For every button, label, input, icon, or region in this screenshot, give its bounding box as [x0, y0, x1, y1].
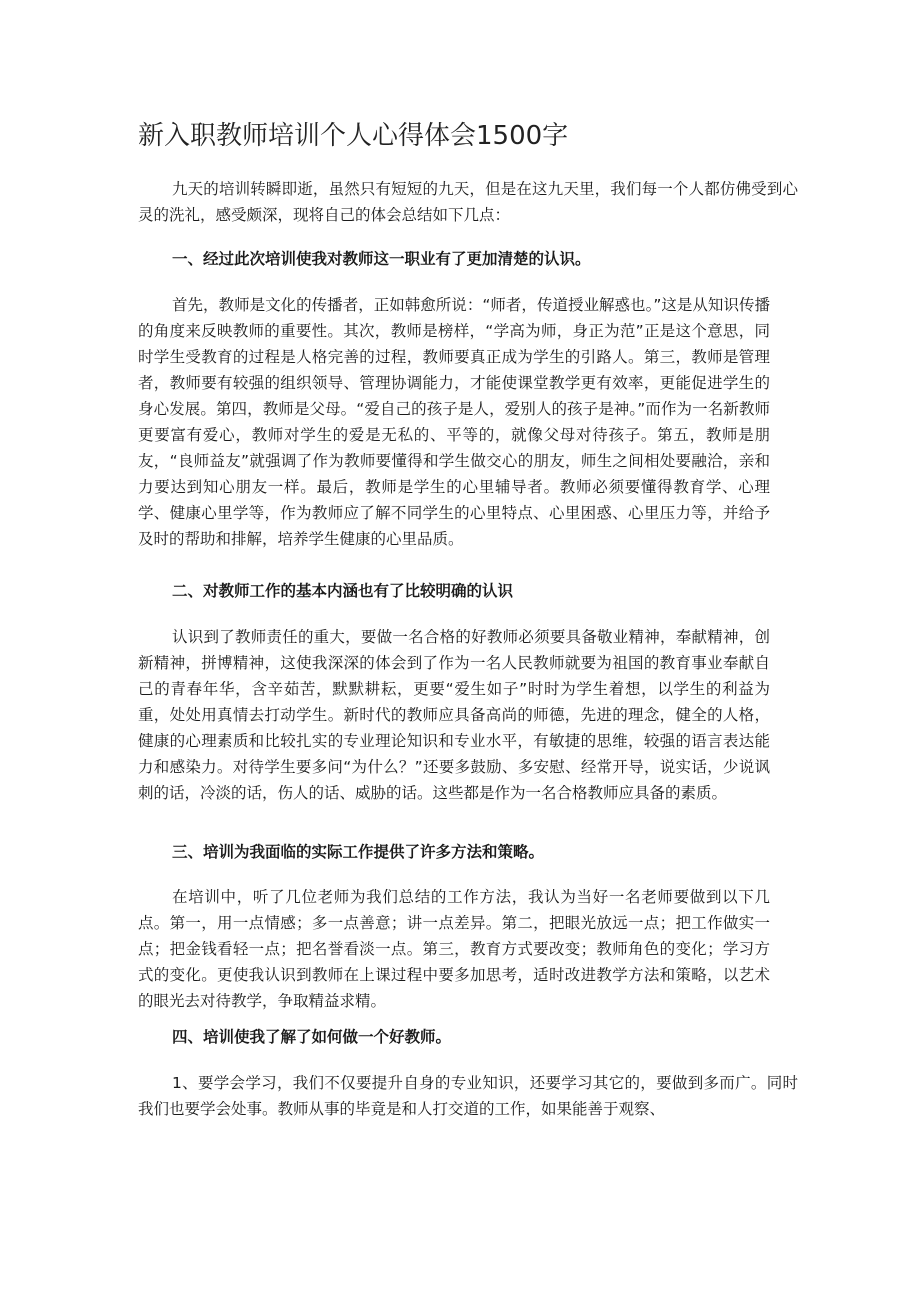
section-3-heading: 三、培训为我面临的实际工作提供了许多方法和策略。 — [172, 843, 545, 861]
section-1-body: 首先，教师是文化的传播者，正如韩愈所说：“师者，传道授业解惑也。”这是从知识传播的角度来反映教师的重要性。其次，教师是榜样，“学高为师，身正为范”正是这个意思，同时学生受教育的过程是人格完善的过程，教师要真正成为学生的引路人。第三，教师是管理者，教师要有较强的组织领导、管理协调能力，才能使课堂教学更有效率，更能促进学生的身心发展。第四，教师是父母。“爱自己的孩子是人，爱别人的孩子是神。”而作为一名新教师更要富有爱心，教师对学生的爱是无私的、平等的，就像父母对待孩子。第五，教师是朋友，“良师益友”就强调了作为教师要懂得和学生做交心的朋友，师生之间相处要融洽，亲和力要达到知心朋友一样。最后，教师是学生的心里辅导者。教师必须要懂得教育学、心理学、健康心里学等，作为教师应了解不同学生的心里特点、心里困惑、心里压力等，并给予及时的帮助和排解，培养学生健康的心里品质。 — [138, 296, 770, 548]
intro-paragraph: 九天的培训转瞬即逝，虽然只有短短的九天，但是在这九天里，我们每一个人都仿佛受到心灵的洗礼，感受颇深，现将自己的体会总结如下几点： — [138, 180, 798, 224]
section-2-body: 认识到了教师责任的重大，要做一名合格的好教师必须要具备敬业精神，奉献精神，创新精神，拼博精神，这使我深深的体会到了作为一名人民教师就要为祖国的教育事业奉献自己的青春年华，含辛茹苦，默默耕耘，更要“爱生如子”时时为学生着想，以学生的利益为重，处处用真情去打动学生。新时代的教师应具备高尚的师德，先进的理念，健全的人格，健康的心理素质和比较扎实的专业理论知识和专业水平，有敏捷的思维，较强的语言表达能力和感染力。对待学生要多问“为什么？”还要多鼓励、多安慰、经常开导，说实话，少说讽刺的话，冷淡的话，伤人的话、威胁的话。这些都是作为一名合格教师应具备的素质。 — [138, 628, 770, 802]
section-4-body: 1、要学会学习，我们不仅要提升自身的专业知识，还要学习其它的，要做到多而广。同时我们也要学会处事。教师从事的毕竟是和人打交道的工作，如果能善于观察、 — [138, 1074, 798, 1118]
section-1-heading: 一、经过此次培训使我对教师这一职业有了更加清楚的认识。 — [172, 250, 591, 268]
section-3-body: 在培训中，听了几位老师为我们总结的工作方法，我认为当好一名老师要做到以下几点。第一，用一点情感；多一点善意；讲一点差异。第二，把眼光放远一点；把工作做实一点；把金钱看轻一点；把名誉看淡一点。第三，教育方式要改变；教师角色的变化；学习方式的变化。更使我认识到教师在上课过程中要多加思考，适时改进教学方法和策略，以艺术的眼光去对待教学，争取精益求精。 — [138, 888, 770, 1010]
section-2-heading: 二、对教师工作的基本内涵也有了比较明确的认识 — [172, 582, 514, 600]
document-title: 新入职教师培训个人心得体会1500字 — [138, 121, 569, 151]
section-4-heading: 四、培训使我了解了如何做一个好教师。 — [172, 1028, 452, 1046]
